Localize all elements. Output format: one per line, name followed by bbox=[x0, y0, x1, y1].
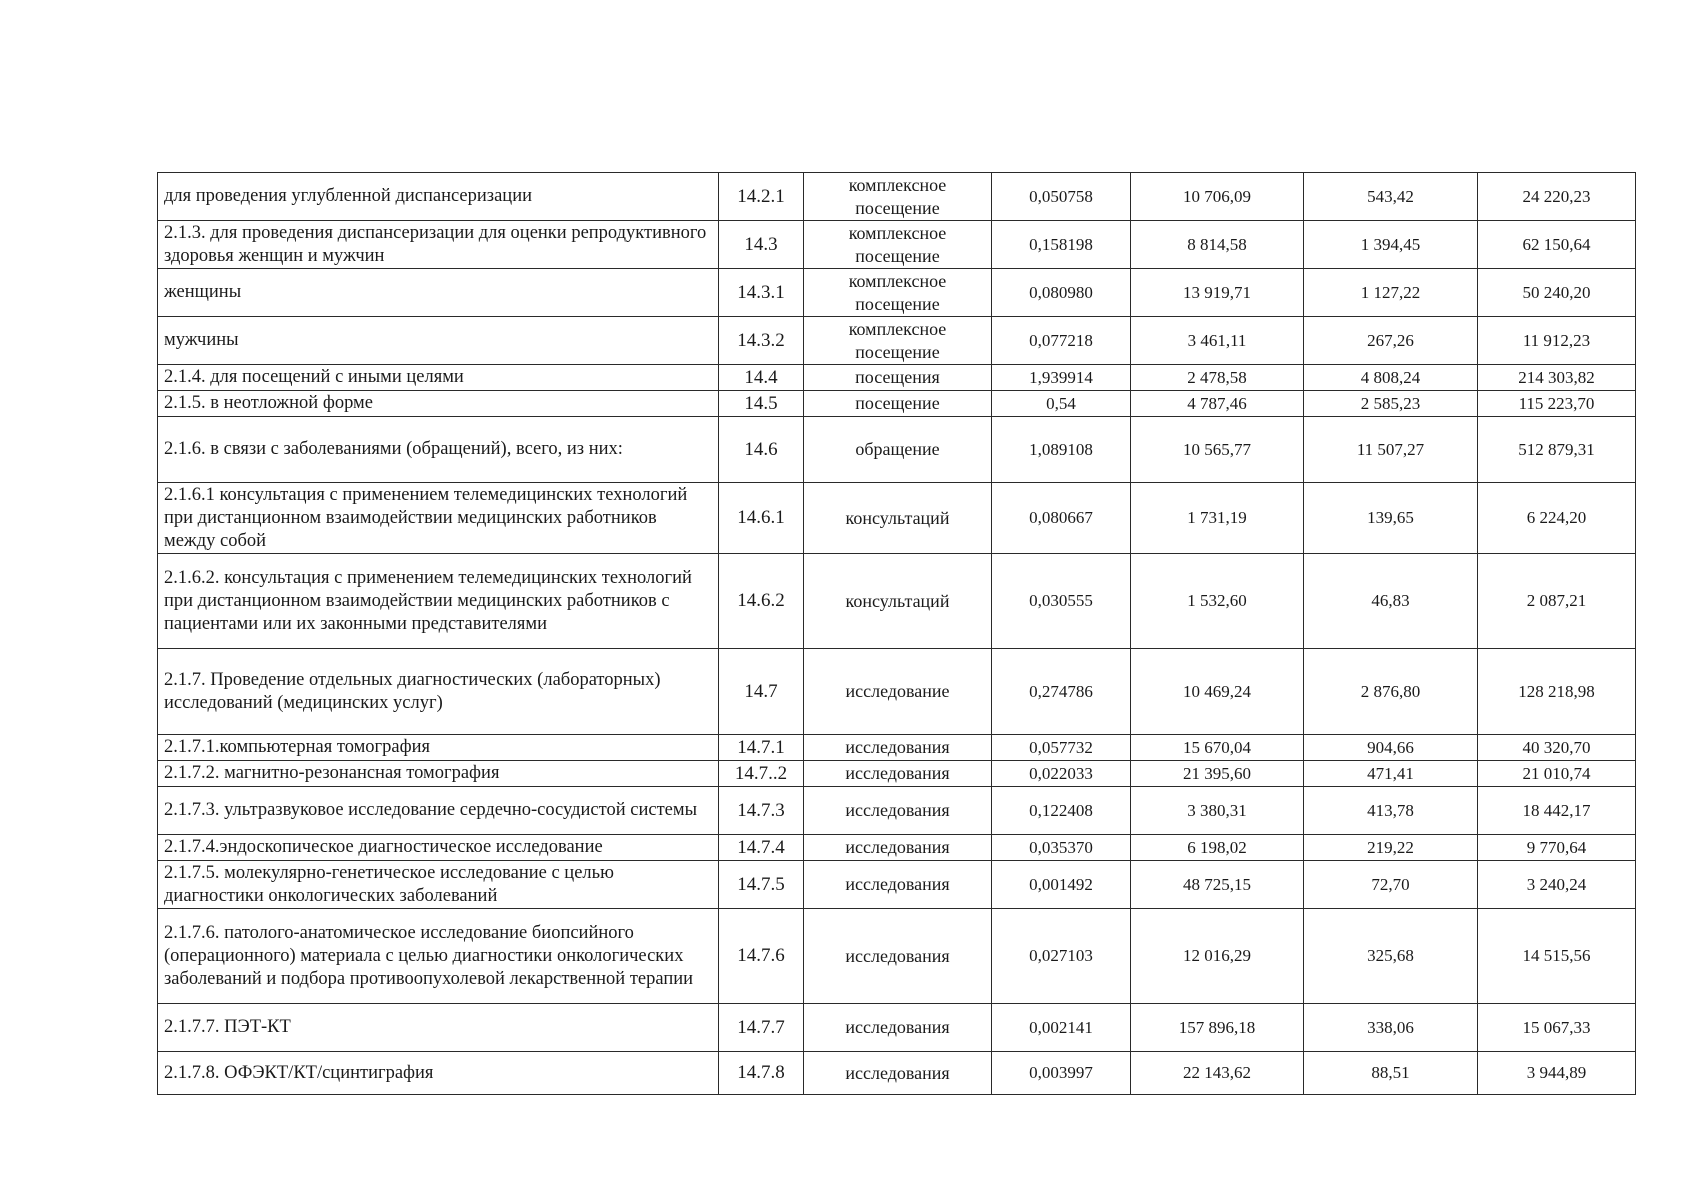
row-per-capita: 46,83 bbox=[1304, 554, 1478, 649]
table-row bbox=[158, 787, 1636, 835]
row-code: 14.7..2 bbox=[719, 761, 804, 787]
row-per-capita: 11 507,27 bbox=[1304, 417, 1478, 483]
row-total: 62 150,64 bbox=[1478, 221, 1636, 269]
row-name: 2.1.4. для посещений с иными целями bbox=[158, 365, 719, 391]
row-norm: 0,035370 bbox=[992, 835, 1131, 861]
row-norm: 0,057732 bbox=[992, 735, 1131, 761]
row-code: 14.7.1 bbox=[719, 735, 804, 761]
table-row bbox=[158, 269, 1636, 317]
row-code: 14.5 bbox=[719, 391, 804, 417]
row-norm: 0,030555 bbox=[992, 554, 1131, 649]
row-code: 14.7.5 bbox=[719, 861, 804, 909]
row-name: 2.1.7.7. ПЭТ-КТ bbox=[158, 1004, 719, 1052]
row-unit: исследование bbox=[804, 649, 992, 735]
row-code: 14.6.1 bbox=[719, 483, 804, 554]
row-total: 6 224,20 bbox=[1478, 483, 1636, 554]
row-cost: 10 469,24 bbox=[1131, 649, 1304, 735]
row-unit: исследования bbox=[804, 735, 992, 761]
row-code: 14.3 bbox=[719, 221, 804, 269]
row-total: 24 220,23 bbox=[1478, 173, 1636, 221]
row-norm: 0,274786 bbox=[992, 649, 1131, 735]
row-name: 2.1.3. для проведения диспансеризации для оценки репродуктивного здоровья женщин и мужчин bbox=[158, 221, 719, 269]
table-row bbox=[158, 221, 1636, 269]
row-code: 14.7 bbox=[719, 649, 804, 735]
row-per-capita: 338,06 bbox=[1304, 1004, 1478, 1052]
row-cost: 1 731,19 bbox=[1131, 483, 1304, 554]
table-row bbox=[158, 909, 1636, 1004]
row-name: 2.1.7.6. патолого-анатомическое исследование биопсийного (операционного) материала с целью диагностики онкологических заболеваний и подбора противоопухолевой лекарственной терапии bbox=[158, 909, 719, 1004]
row-code: 14.7.3 bbox=[719, 787, 804, 835]
row-total: 2 087,21 bbox=[1478, 554, 1636, 649]
table-body bbox=[158, 173, 1636, 1095]
row-cost: 12 016,29 bbox=[1131, 909, 1304, 1004]
row-total: 14 515,56 bbox=[1478, 909, 1636, 1004]
row-unit: посещение bbox=[804, 391, 992, 417]
row-per-capita: 1 127,22 bbox=[1304, 269, 1478, 317]
row-name: 2.1.6.2. консультация с применением телемедицинских технологий при дистанционном взаимодействии медицинских работников с пациентами или их законными представителями bbox=[158, 554, 719, 649]
row-cost: 3 461,11 bbox=[1131, 317, 1304, 365]
table-row bbox=[158, 173, 1636, 221]
row-unit: консультаций bbox=[804, 554, 992, 649]
table-row bbox=[158, 835, 1636, 861]
row-per-capita: 139,65 bbox=[1304, 483, 1478, 554]
row-code: 14.6 bbox=[719, 417, 804, 483]
row-norm: 0,003997 bbox=[992, 1052, 1131, 1095]
row-code: 14.3.2 bbox=[719, 317, 804, 365]
row-code: 14.3.1 bbox=[719, 269, 804, 317]
row-name: 2.1.7.2. магнитно-резонансная томография bbox=[158, 761, 719, 787]
row-norm: 0,122408 bbox=[992, 787, 1131, 835]
row-per-capita: 219,22 bbox=[1304, 835, 1478, 861]
row-unit: исследования bbox=[804, 787, 992, 835]
table-row bbox=[158, 761, 1636, 787]
table-row bbox=[158, 365, 1636, 391]
row-unit: исследования bbox=[804, 861, 992, 909]
row-total: 214 303,82 bbox=[1478, 365, 1636, 391]
table-row bbox=[158, 1004, 1636, 1052]
row-code: 14.2.1 bbox=[719, 173, 804, 221]
row-norm: 0,050758 bbox=[992, 173, 1131, 221]
row-norm: 1,939914 bbox=[992, 365, 1131, 391]
row-unit: исследования bbox=[804, 835, 992, 861]
row-name: женщины bbox=[158, 269, 719, 317]
row-unit: комплексное посещение bbox=[804, 269, 992, 317]
row-norm: 0,54 bbox=[992, 391, 1131, 417]
row-unit: комплексное посещение bbox=[804, 173, 992, 221]
row-name: 2.1.6. в связи с заболеваниями (обращений), всего, из них: bbox=[158, 417, 719, 483]
row-cost: 15 670,04 bbox=[1131, 735, 1304, 761]
row-unit: исследования bbox=[804, 909, 992, 1004]
row-name: 2.1.7.5. молекулярно-генетическое исследование с целью диагностики онкологических заболеваний bbox=[158, 861, 719, 909]
row-cost: 2 478,58 bbox=[1131, 365, 1304, 391]
row-norm: 0,080980 bbox=[992, 269, 1131, 317]
row-norm: 0,080667 bbox=[992, 483, 1131, 554]
row-unit: комплексное посещение bbox=[804, 221, 992, 269]
row-norm: 0,077218 bbox=[992, 317, 1131, 365]
row-code: 14.6.2 bbox=[719, 554, 804, 649]
table-row bbox=[158, 317, 1636, 365]
table-row bbox=[158, 735, 1636, 761]
row-total: 128 218,98 bbox=[1478, 649, 1636, 735]
row-name: 2.1.7.8. ОФЭКТ/КТ/сцинтиграфия bbox=[158, 1052, 719, 1095]
tariff-table bbox=[157, 172, 1636, 1095]
table-row bbox=[158, 1052, 1636, 1095]
row-per-capita: 4 808,24 bbox=[1304, 365, 1478, 391]
table-row bbox=[158, 649, 1636, 735]
row-norm: 1,089108 bbox=[992, 417, 1131, 483]
row-code: 14.7.8 bbox=[719, 1052, 804, 1095]
row-cost: 48 725,15 bbox=[1131, 861, 1304, 909]
row-norm: 0,002141 bbox=[992, 1004, 1131, 1052]
row-total: 9 770,64 bbox=[1478, 835, 1636, 861]
row-name: 2.1.7.3. ультразвуковое исследование сердечно-сосудистой системы bbox=[158, 787, 719, 835]
row-per-capita: 325,68 bbox=[1304, 909, 1478, 1004]
row-per-capita: 267,26 bbox=[1304, 317, 1478, 365]
row-total: 40 320,70 bbox=[1478, 735, 1636, 761]
row-name: 2.1.6.1 консультация с применением телемедицинских технологий при дистанционном взаимодействии медицинских работников между собой bbox=[158, 483, 719, 554]
row-cost: 1 532,60 bbox=[1131, 554, 1304, 649]
row-unit: посещения bbox=[804, 365, 992, 391]
row-norm: 0,001492 bbox=[992, 861, 1131, 909]
row-unit: комплексное посещение bbox=[804, 317, 992, 365]
row-per-capita: 471,41 bbox=[1304, 761, 1478, 787]
row-total: 15 067,33 bbox=[1478, 1004, 1636, 1052]
row-cost: 22 143,62 bbox=[1131, 1052, 1304, 1095]
row-code: 14.7.7 bbox=[719, 1004, 804, 1052]
row-total: 18 442,17 bbox=[1478, 787, 1636, 835]
row-per-capita: 904,66 bbox=[1304, 735, 1478, 761]
row-total: 3 944,89 bbox=[1478, 1052, 1636, 1095]
row-per-capita: 72,70 bbox=[1304, 861, 1478, 909]
row-total: 512 879,31 bbox=[1478, 417, 1636, 483]
row-name: 2.1.7. Проведение отдельных диагностических (лабораторных) исследований (медицинских услуг) bbox=[158, 649, 719, 735]
table-row bbox=[158, 483, 1636, 554]
row-cost: 13 919,71 bbox=[1131, 269, 1304, 317]
table-row bbox=[158, 861, 1636, 909]
row-name: мужчины bbox=[158, 317, 719, 365]
row-per-capita: 88,51 bbox=[1304, 1052, 1478, 1095]
row-unit: исследования bbox=[804, 761, 992, 787]
row-cost: 4 787,46 bbox=[1131, 391, 1304, 417]
row-per-capita: 2 876,80 bbox=[1304, 649, 1478, 735]
row-code: 14.7.4 bbox=[719, 835, 804, 861]
row-per-capita: 413,78 bbox=[1304, 787, 1478, 835]
row-cost: 10 706,09 bbox=[1131, 173, 1304, 221]
row-unit: обращение bbox=[804, 417, 992, 483]
row-cost: 8 814,58 bbox=[1131, 221, 1304, 269]
row-per-capita: 543,42 bbox=[1304, 173, 1478, 221]
row-total: 50 240,20 bbox=[1478, 269, 1636, 317]
row-per-capita: 1 394,45 bbox=[1304, 221, 1478, 269]
row-cost: 157 896,18 bbox=[1131, 1004, 1304, 1052]
row-code: 14.4 bbox=[719, 365, 804, 391]
row-cost: 3 380,31 bbox=[1131, 787, 1304, 835]
row-unit: исследования bbox=[804, 1004, 992, 1052]
row-norm: 0,022033 bbox=[992, 761, 1131, 787]
row-unit: консультаций bbox=[804, 483, 992, 554]
row-norm: 0,027103 bbox=[992, 909, 1131, 1004]
row-name: 2.1.5. в неотложной форме bbox=[158, 391, 719, 417]
row-cost: 6 198,02 bbox=[1131, 835, 1304, 861]
row-name: 2.1.7.1.компьютерная томография bbox=[158, 735, 719, 761]
row-name: для проведения углубленной диспансеризации bbox=[158, 173, 719, 221]
row-name: 2.1.7.4.эндоскопическое диагностическое исследование bbox=[158, 835, 719, 861]
row-unit: исследования bbox=[804, 1052, 992, 1095]
table-row bbox=[158, 391, 1636, 417]
row-total: 11 912,23 bbox=[1478, 317, 1636, 365]
row-total: 115 223,70 bbox=[1478, 391, 1636, 417]
row-cost: 10 565,77 bbox=[1131, 417, 1304, 483]
row-norm: 0,158198 bbox=[992, 221, 1131, 269]
row-total: 3 240,24 bbox=[1478, 861, 1636, 909]
table-row bbox=[158, 417, 1636, 483]
row-cost: 21 395,60 bbox=[1131, 761, 1304, 787]
table-row bbox=[158, 554, 1636, 649]
row-per-capita: 2 585,23 bbox=[1304, 391, 1478, 417]
row-code: 14.7.6 bbox=[719, 909, 804, 1004]
row-total: 21 010,74 bbox=[1478, 761, 1636, 787]
